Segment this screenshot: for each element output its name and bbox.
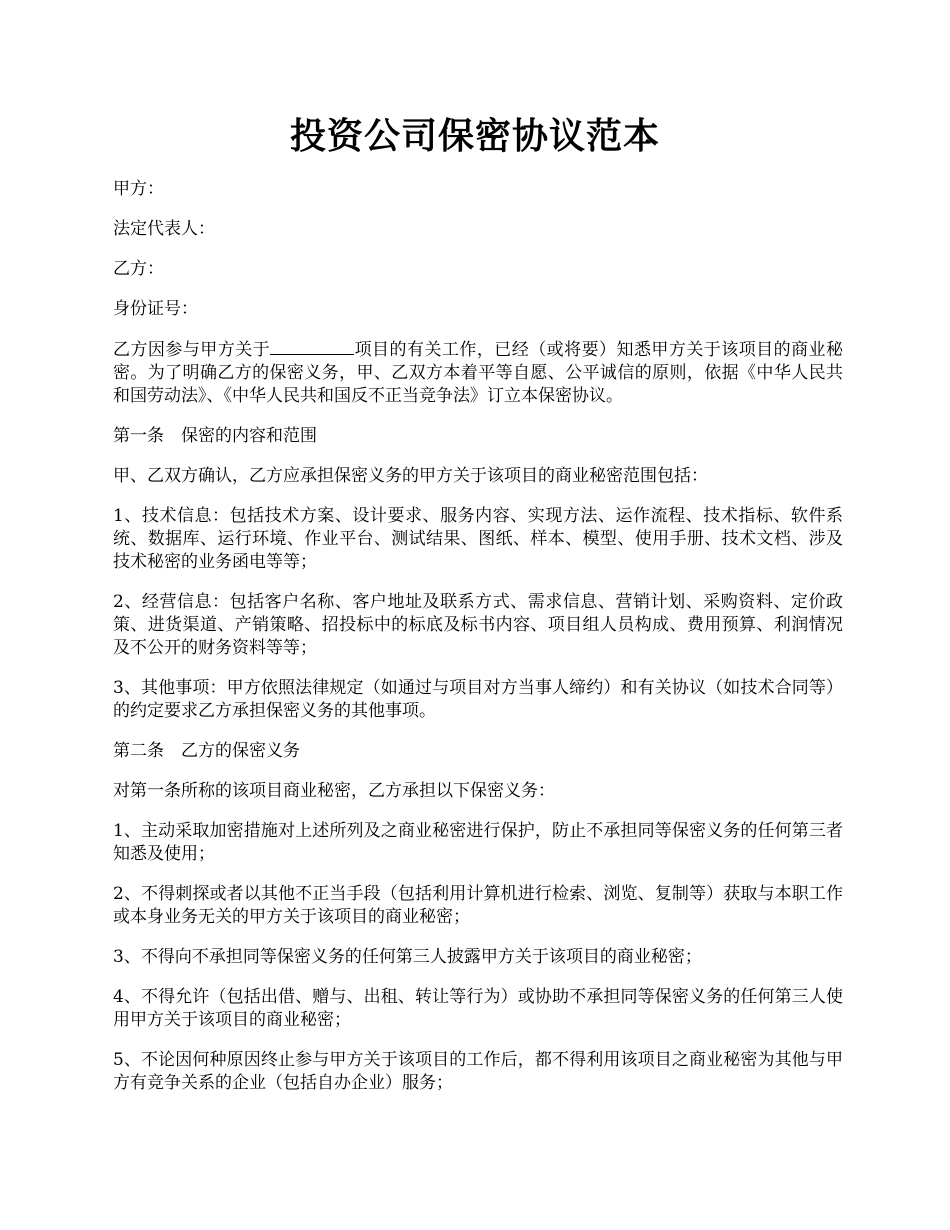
field-legal-representative: 法定代表人： bbox=[113, 219, 215, 239]
article2-item: 5、不论因何种原因终止参与甲方关于该项目的工作后，都不得利用该项目之商业秘密为其他与甲方有竞争关系的企业（包括自办企业）服务； bbox=[113, 1050, 843, 1093]
article1-heading: 第一条 保密的内容和范围 bbox=[113, 426, 317, 446]
intro-paragraph bbox=[113, 338, 843, 408]
article2-lead: 对第一条所称的该项目商业秘密，乙方承担以下保密义务： bbox=[113, 781, 555, 801]
document-title: 投资公司保密协议范本 bbox=[289, 115, 660, 157]
field-id-number: 身份证号： bbox=[113, 299, 198, 319]
project-name-blank bbox=[270, 338, 354, 355]
article2-item: 1、主动采取加密措施对上述所列及之商业秘密进行保护，防止不承担同等保密义务的任何第三者知悉及使用； bbox=[113, 821, 843, 864]
intro-text-before-blank: 乙方因参与甲方关于 bbox=[113, 340, 271, 360]
article2-item: 4、不得允许（包括出借、赠与、出租、转让等行为）或协助不承担同等保密义务的任何第三人使用甲方关于该项目的商业秘密； bbox=[113, 987, 843, 1030]
article1-lead: 甲、乙双方确认，乙方应承担保密义务的甲方关于该项目的商业秘密范围包括： bbox=[113, 466, 708, 486]
article1-item: 3、其他事项：甲方依照法律规定（如通过与项目对方当事人缔约）和有关协议（如技术合同等）的约定要求乙方承担保密义务的其他事项。 bbox=[113, 678, 843, 721]
intro-text-after-blank: 项目的有关工作，已经（或将要）知悉甲方关于该项目的商业秘密。为了明确乙方的保密义务，甲、乙双方本着平等自愿、公平诚信的原则，依据《中华人民共和国劳动法》、《中华人民共和国反不正当竞争法》订立本保密协议。 bbox=[113, 340, 844, 406]
field-party-a: 甲方： bbox=[113, 179, 164, 199]
article1-item: 1、技术信息：包括技术方案、设计要求、服务内容、实现方法、运作流程、技术指标、软件系统、数据库、运行环境、作业平台、测试结果、图纸、样本、模型、使用手册、技术文档、涉及技术秘密的业务函电等等； bbox=[113, 506, 843, 572]
document-body bbox=[113, 178, 843, 1112]
article2-item: 3、不得向不承担同等保密义务的任何第三人披露甲方关于该项目的商业秘密； bbox=[113, 947, 702, 967]
article1-item: 2、经营信息：包括客户名称、客户地址及联系方式、需求信息、营销计划、采购资料、定价政策、进货渠道、产销策略、招投标中的标底及标书内容、项目组人员构成、费用预算、利润情况及不公开的财务资料等等； bbox=[113, 592, 843, 658]
field-party-b: 乙方： bbox=[113, 259, 164, 279]
article2-heading: 第二条 乙方的保密义务 bbox=[113, 741, 300, 761]
article2-item: 2、不得刺探或者以其他不正当手段（包括利用计算机进行检索、浏览、复制等）获取与本职工作或本身业务无关的甲方关于该项目的商业秘密； bbox=[113, 884, 843, 927]
